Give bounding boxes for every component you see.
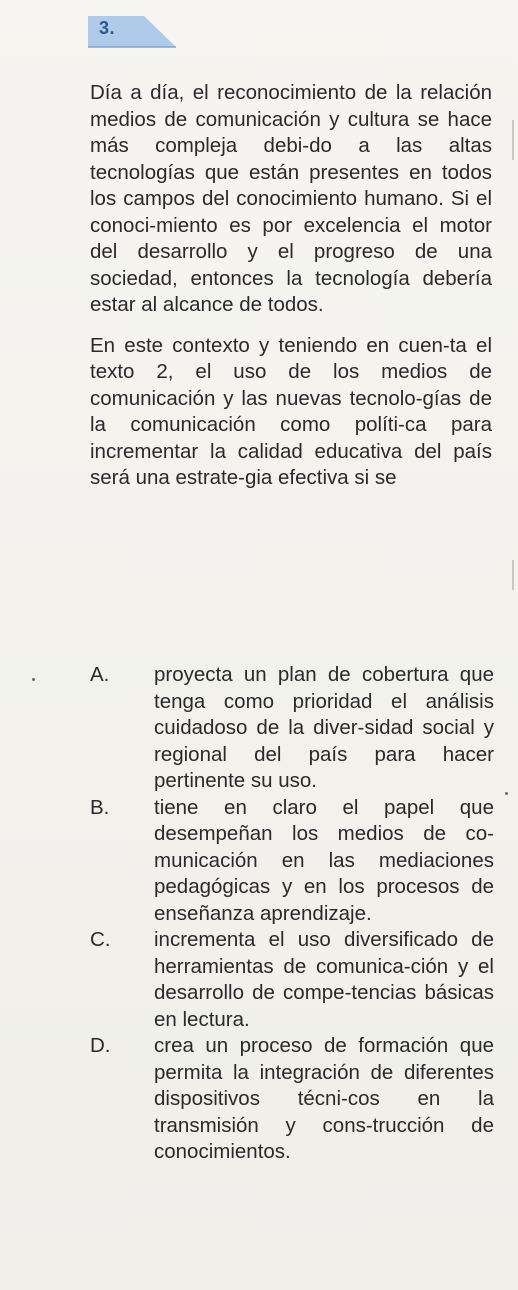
scan-speck [505,792,508,795]
answer-options [90,662,494,1166]
page-edge-shadow [512,560,514,590]
option-b[interactable] [90,795,494,928]
scan-speck [32,678,35,681]
option-a[interactable] [90,662,494,795]
question-stem [90,80,492,492]
option-d-text: crea un proceso de formación que permita la integración de diferentes dispositivos técni-cos en la transmisión y cons-trucción de conocimientos. [154,1034,494,1163]
option-a-letter: A. [90,663,110,686]
option-b-text: tiene en claro el papel que desempeñan los medios de co-municación en las mediaciones pedagógicas y en los procesos de enseñanza aprendizaje. [154,795,494,925]
option-a-text: proyecta un plan de cobertura que tenga como prioridad el análisis cuidadoso de la diver-sidad social y regional del país para hacer pertinente su uso. [154,663,494,792]
option-d[interactable] [90,1033,494,1166]
option-c-text: incrementa el uso diversificado de herramientas de comunica-ción y el desarrollo de compe-tencias básicas en lectura. [154,928,494,1031]
option-c[interactable] [90,927,494,1033]
question-number: 3. [99,18,116,38]
question-number-badge [88,14,178,48]
stem-paragraph-2: En este contexto y teniendo en cuen-ta el texto 2, el uso de los medios de comunicación y las nuevas tecnolo-gías de la comunicación como políti-ca para incrementar la calidad educativa del país será una estrate-gia efectiva si se [90,333,492,489]
option-b-letter: B. [90,795,110,819]
option-c-letter: C. [90,928,111,951]
stem-paragraph-1: Día a día, el reconocimiento de la relación medios de comunicación y cultura se hace más compleja debi-do a las altas tecnologías que están presentes en todos los campos del conocimiento humano. Si el conoci-miento es por excelencia el motor del desarrollo y el progreso de una sociedad, entonces la tecnología debería estar al alcance de todos. [90,81,492,316]
option-d-letter: D. [90,1034,111,1057]
page-edge-shadow [512,120,514,160]
